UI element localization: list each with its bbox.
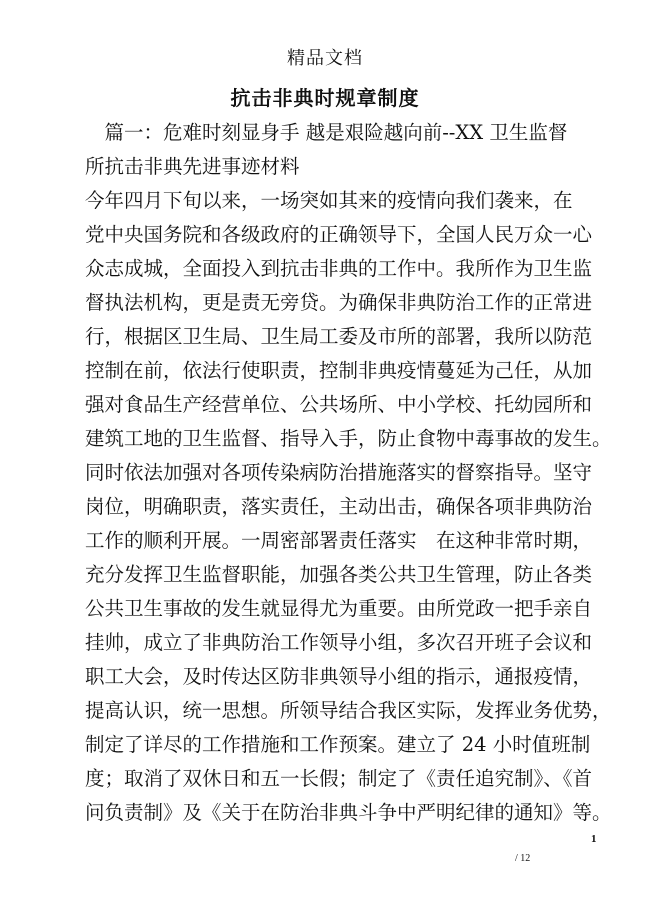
text-line: 强对食品生产经营单位、公共场所、中小学校、托幼园所和 [85, 393, 593, 416]
text-line: 督执法机构，更是责无旁贷。为确保非典防治工作的正常进 [85, 291, 593, 314]
text-line: 工作的顺利开展。一周密部署责任落实 在这种非常时期， [85, 529, 593, 552]
text-line: 提高认识，统一思想。所领导结合我区实际，发挥业务优势， [85, 699, 612, 722]
text-line: 职工大会，及时传达区防非典领导小组的指示，通报疫情， [85, 665, 593, 688]
text-line: 同时依法加强对各项传染病防治措施落实的督察指导。坚守 [85, 461, 593, 484]
text-line: 党中央国务院和各级政府的正确领导下，全国人民万众一心 [85, 223, 593, 246]
text-line: 挂帅，成立了非典防治工作领导小组，多次召开班子会议和 [85, 631, 593, 654]
text-line: 所抗击非典先进事迹材料 [85, 155, 300, 178]
text-line: 充分发挥卫生监督职能，加强各类公共卫生管理，防止各类 [85, 563, 593, 586]
page-total: / 12 [515, 853, 531, 864]
text-line: 众志成城，全面投入到抗击非典的工作中。我所作为卫生监 [85, 257, 593, 280]
text-line: 公共卫生事故的发生就显得尤为重要。由所党政一把手亲自 [85, 597, 593, 620]
text-line: 篇一：危难时刻显身手 越是艰险越向前--XX 卫生监督 [85, 121, 568, 144]
page-number: 1 [591, 833, 597, 845]
document-body [85, 116, 612, 830]
text-line: 制定了详尽的工作措施和工作预案。建立了 24 小时值班制 [85, 733, 591, 756]
text-line: 行，根据区卫生局、卫生局工委及市所的部署，我所以防范 [85, 325, 593, 348]
text-line: 岗位，明确职责，落实责任，主动出击，确保各项非典防治 [85, 495, 593, 518]
text-line: 度；取消了双休日和五一长假；制定了《责任追究制》、《首 [85, 767, 593, 790]
text-line: 建筑工地的卫生监督、指导入手，防止食物中毒事故的发生。 [85, 427, 612, 450]
document-header: 精品文档 [287, 48, 363, 69]
page-title: 抗击非典时规章制度 [230, 86, 420, 110]
text-line: 今年四月下旬以来，一场突如其来的疫情向我们袭来，在 [85, 189, 573, 212]
text-line: 问负责制》及《关于在防治非典斗争中严明纪律的通知》等。 [85, 801, 612, 824]
text-line: 控制在前，依法行使职责，控制非典疫情蔓延为己任，从加 [85, 359, 593, 382]
